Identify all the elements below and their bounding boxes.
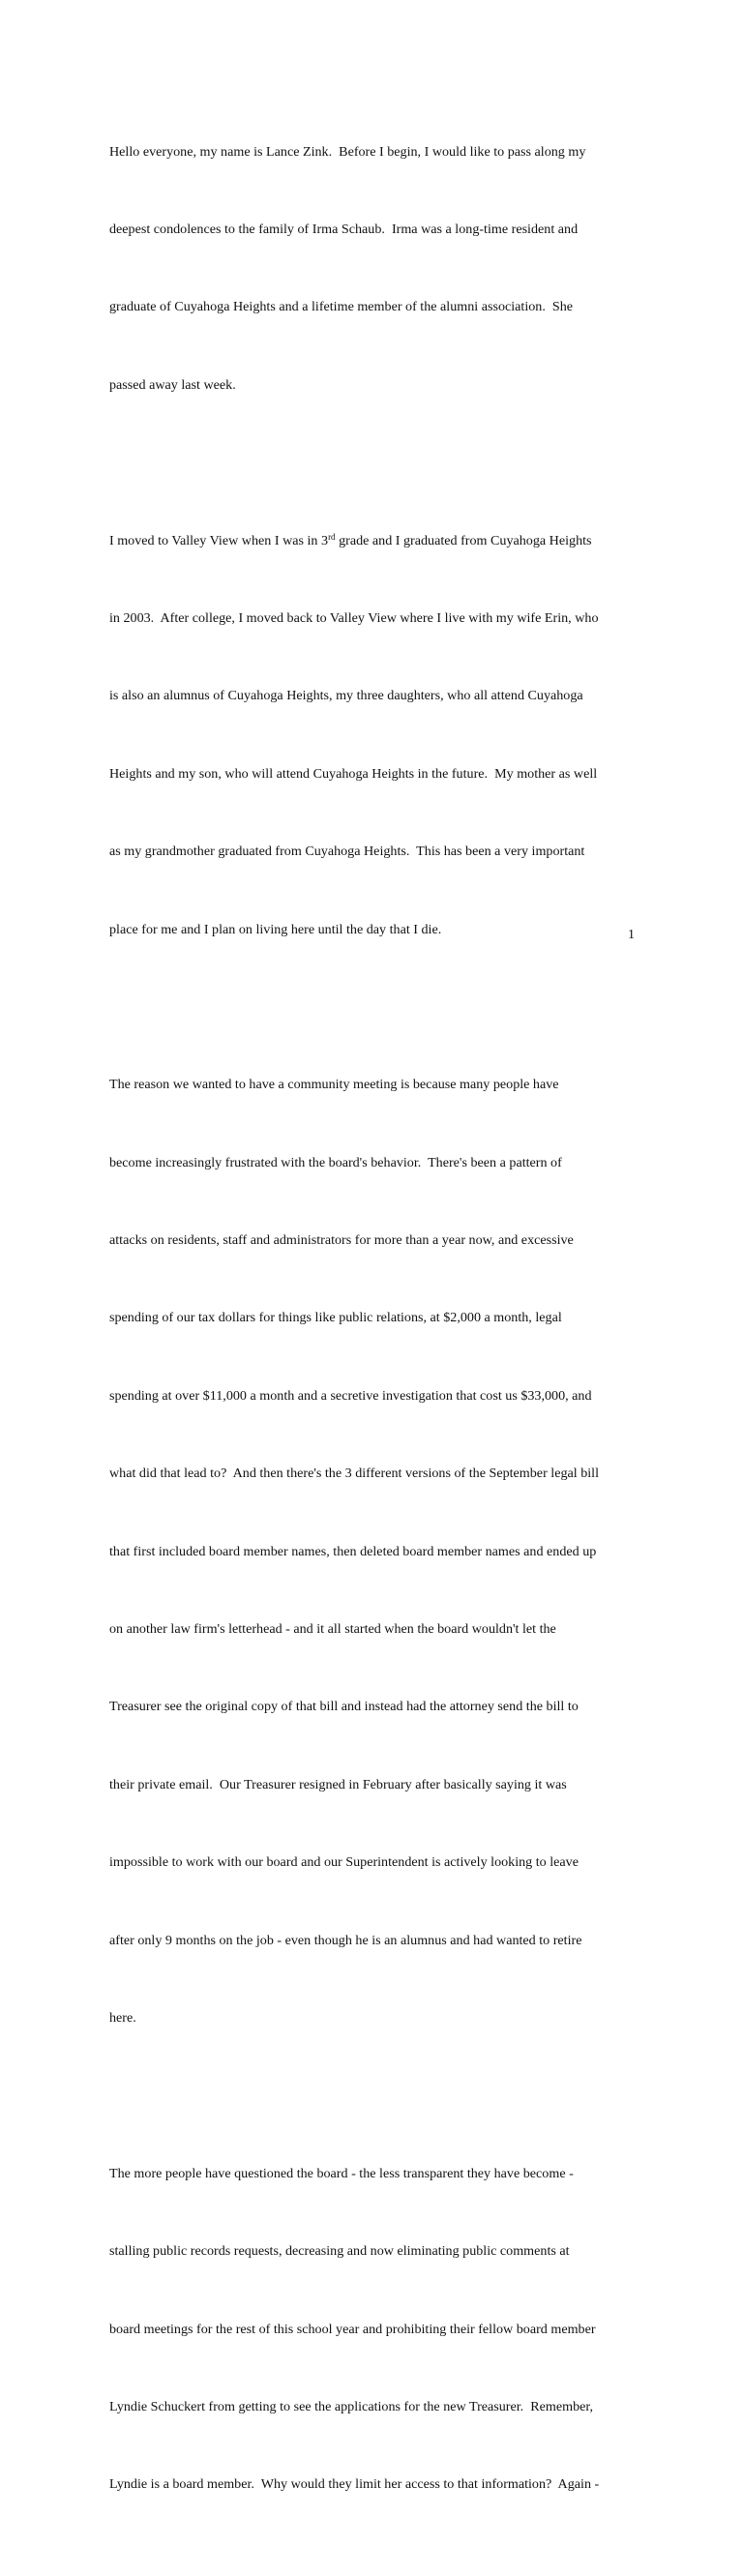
text-line: place for me and I plan on living here until the day that I die. [109,921,442,937]
text-line: stalling public records requests, decreasing and now eliminating public comments at [109,2243,570,2260]
paragraph-background [109,476,651,994]
text-line: The more people have questioned the board - the less transparent they have become - [109,2165,574,2181]
text-line: on another law firm's letterhead - and it all started when the board wouldn't let the [109,1621,556,1638]
text-line: is also an alumnus of Cuyahoga Heights, my three daughters, who all attend Cuyahoga [109,688,583,704]
text-line: Lyndie is a board member. Why would they limit her access to that information? Again - [109,2476,600,2493]
text-line: The reason we wanted to have a community meeting is because many people have [109,1077,559,1093]
text-line: board meetings for the rest of this school year and prohibiting their fellow board member [109,2321,596,2337]
text-line: Lyndie Schuckert from getting to see the applications for the new Treasurer. Remember, [109,2398,594,2414]
text-line: become increasingly frustrated with the board's behavior. There's been a pattern of [109,1154,562,1170]
text-line: spending at over $11,000 a month and a secretive investigation that cost us $33,000, and [109,1387,592,1404]
text-line: attacks on residents, staff and administrators for more than a year now, and excessive [109,1232,574,1249]
text-line-start: I moved to Valley View when I was in 3 [109,532,329,548]
text-line: Treasurer see the original copy of that bill and instead had the attorney send the bill to [109,1699,579,1715]
text-line: that first included board member names, then deleted board member names and ended up [109,1543,597,1559]
document-body [109,87,651,2576]
text-line: what did that lead to? And then there's the 3 different versions of the September legal bill [109,1466,599,1482]
ordinal-suffix: rd [328,531,336,542]
text-line: as my grandmother graduated from Cuyahoga Heights. This has been a very important [109,844,585,860]
text-line: their private email. Our Treasurer resigned in February after basically saying it was [109,1776,567,1792]
text-line: passed away last week. [109,376,236,393]
text-line: here. [109,2009,136,2026]
text-line [109,528,651,554]
text-line: graduate of Cuyahoga Heights and a lifetime member of the alumni association. She [109,299,574,315]
text-line: impossible to work with our board and our Superintendent is actively looking to leave [109,1854,579,1871]
text-line: Heights and my son, who will attend Cuyahoga Heights in the future. My mother as well [109,765,598,782]
text-line: deepest condolences to the family of Irma Schaub. Irma was a long-time resident and [109,221,579,237]
text-line: spending of our tax dollars for things like public relations, at $2,000 a month, legal [109,1310,562,1326]
text-line: Hello everyone, my name is Lance Zink. Before I begin, I would like to pass along my [109,143,586,160]
text-line: after only 9 months on the job - even though he is an alumnus and had wanted to retire [109,1932,582,1948]
text-line-end: grade and I graduated from Cuyahoga Heights [335,532,592,548]
text-line: in 2003. After college, I moved back to Valley View where I live with my wife Erin, who [109,609,599,626]
page-number: 1 [628,928,635,942]
paragraph-introduction [109,87,651,450]
paragraph-meeting-reason [109,1021,651,2084]
paragraph-transparency [109,2109,651,2550]
